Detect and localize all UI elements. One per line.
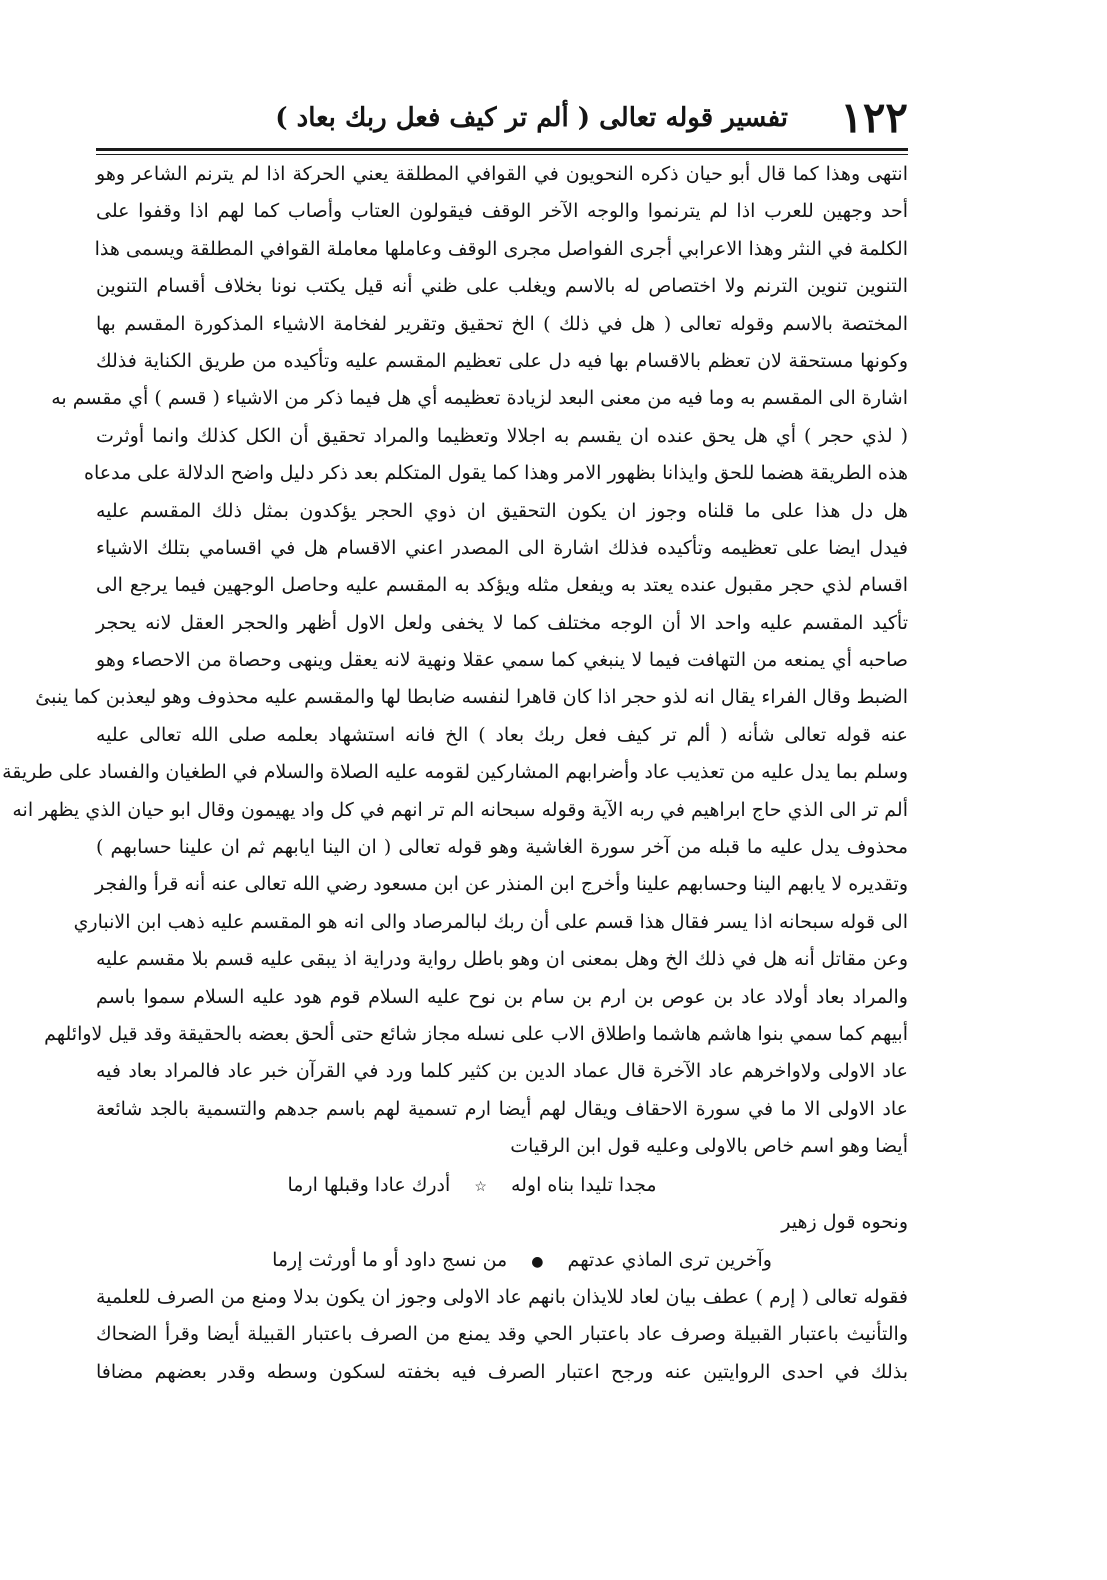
text-line: وسلم بما يدل عليه من تعذيب عاد وأضرابهم المشاركين لقومه عليه الصلاة والسلام في الطغيان والفساد على طريقة (2, 761, 908, 784)
text-line: محذوف يدل عليه ما قبله من آخر سورة الغاشية وهو قوله تعالى ( ان الينا ايابهم ثم ان علينا حسابهم ) (96, 836, 908, 859)
text-line: أبيهم كما سمي بنوا هاشم هاشما واطلاق الاب على نسله مجاز شائع حتى ألحق بعضه بالحقيقة وقد قيل لاوائلهم (44, 1022, 908, 1045)
running-title: تفسير قوله تعالى ( ألم تر كيف فعل ربك بعاد ) (275, 103, 788, 133)
verse-intro-line: ونحوه قول زهير (781, 1210, 908, 1233)
text-line: أيضا وهو اسم خاص بالاولى وعليه قول ابن الرقيات (510, 1135, 908, 1158)
text-line: وتقديره لا يابهم الينا وحسابهم علينا وأخرج ابن المنذر عن ابن مسعود رضي الله تعالى عنه أنه قرأ والفجر (95, 873, 908, 896)
text-line: وكونها مستحقة لان تعظم بالاقسام بها فيه دل على تعظيم المقسم عليه وتأكيده من طريق الكناية فذلك (96, 349, 908, 372)
page-number: ١٢٢ (840, 93, 908, 142)
text-line: ألم تر الى الذي حاج ابراهيم في ربه الآية وقوله سبحانه الم تر انهم في كل واد يهيمون وقال ابو حيان الذي يظهر انه (12, 798, 908, 821)
text-line: فيدل ايضا على تعظيمه وتأكيده فذلك اشارة الى المصدر اعني الاقسام هل في اقسامي بتلك الاشياء (96, 536, 908, 559)
text-line: عاد الاولى الا ما في سورة الاحقاف ويقال لهم أيضا ارم تسمية لهم باسم جدهم والتسمية بالجد شائعة (96, 1097, 908, 1120)
poetry-verse-zuhayr (96, 1241, 908, 1279)
text-line: وعن مقاتل أنه هل في ذلك الخ وهل بمعنى ان وهو باطل رواية ودراية اذ يبقى عليه قسم بلا مقسم عليه (96, 948, 908, 971)
text-line: عنه قوله تعالى شأنه ( ألم تر كيف فعل ربك بعاد ) الخ فانه استشهاد بعلمه صلى الله تعالى عليه (96, 723, 908, 746)
header-rule-thick (96, 148, 908, 151)
text-line: الكلمة في النثر وهذا الاعرابي أجرى الفواصل مجرى الوقف وعاملها معاملة القوافي المطلقة ويسمى هذا (94, 237, 908, 260)
text-line: تأكيد المقسم عليه واحد الا أن الوجه مختلف كما لا يخفى ولعل الاول أظهر والحجر العقل لانه يحجر (96, 611, 908, 634)
text-line: المختصة بالاسم وقوله تعالى ( هل في ذلك ) الخ تحقيق وتقرير لفخامة الاشياء المذكورة المقسم بها (96, 312, 908, 335)
text-line: اقسام لذي حجر مقبول عنده يعتد به ويفعل مثله ويؤكد به المقسم عليه وحاصل الوجهين فيما يرجع الى (96, 574, 908, 597)
text-line: الضبط وقال الفراء يقال انه لذو حجر اذا كان قاهرا لنفسه ضابطا لها والمقسم عليه محذوف وهو ليعذبن كما ينبئ (35, 686, 908, 709)
text-line: أحد وجهين للعرب اذا لم يترنموا والوجه الآخر الوقف فيقولون العتاب وأصاب كما لهم اذا وقفوا على (96, 200, 908, 223)
text-line: ( لذي حجر ) أي هل يحق عنده ان يقسم به اجلالا وتعظيما والمراد تحقيق أن الكل كذلك وانما أوثرت (96, 424, 908, 447)
text-line: التنوين تنوين الترنم ولا اختصاص له بالاسم ويغلب على ظني أنه قيل يكتب نونا بخلاف أقسام التنوين (96, 275, 908, 298)
text-line: الى قوله سبحانه اذا يسر فقال هذا قسم على أن ربك لبالمرصاد والى انه هو المقسم عليه ذهب ابن الانباري (73, 910, 908, 933)
poetry-verse-ibn-ruqayyat (96, 1166, 908, 1204)
verse-right-hemistich: وآخرين ترى الماذي عدتهم (567, 1248, 772, 1271)
page-header (96, 92, 908, 144)
body-text (2, 156, 908, 1391)
text-line: اشارة الى المقسم به وما فيه من معنى البعد لزيادة تعظيمه أي هل فيما ذكر من الاشياء ( قسم ) أي مقسم به (51, 387, 908, 410)
text-line: والمراد بعاد أولاد عاد بن عوص بن ارم بن سام بن نوح عليه السلام قوم هود عليه السلام سموا باسم (96, 985, 908, 1008)
verse-right-hemistich: مجدا تليدا بناه اوله (510, 1173, 657, 1196)
dot-separator-icon: ● (531, 1253, 544, 1270)
text-line: هل دل هذا على ما قلناه وجوز ان يكون التحقيق ان ذوي الحجر يؤكدون بمثل ذلك المقسم عليه (96, 499, 908, 522)
text-line: صاحبه أي يمنعه من التهافت فيما لا ينبغي كما سمي عقلا ونهية لانه يعقل وينهى وحصاة من الاحصاء وهو (96, 649, 908, 672)
star-separator-icon: ☆ (474, 1178, 487, 1195)
text-line: انتهى وهذا كما قال أبو حيان ذكره النحويون في القوافي المطلقة يعني الحركة اذا لم يترنم الشاعر وهو (96, 163, 908, 185)
text-line: والتأنيث باعتبار القبيلة وصرف عاد باعتبار الحي وقد يمنع من الصرف باعتبار القبيلة أيضا وقرأ الضحاك (96, 1323, 908, 1346)
verse-left-hemistich: من نسج داود أو ما أورثت إرما (272, 1248, 508, 1271)
verse-left-hemistich: أدرك عادا وقبلها ارما (287, 1173, 451, 1196)
text-line: بذلك في احدى الروايتين عنه ورجح اعتبار الصرف فيه بخفته لسكون وسطه وقدر بعضهم مضافا (96, 1360, 908, 1383)
header-rule-thin (96, 154, 908, 155)
text-line: هذه الطريقة هضما للحق وايذانا بظهور الامر وهذا كما يقول المتكلم بعد ذكر دليل واضح الدلالة على مدعاه (84, 462, 908, 485)
text-line: عاد الاولى ولاواخرهم عاد الآخرة قال عماد الدين بن كثير كلما ورد في القرآن خبر عاد فالمراد بعاد فيه (96, 1060, 908, 1083)
text-line: فقوله تعالى ( إرم ) عطف بيان لعاد للايذان بانهم عاد الاولى وجوز ان يكون بدلا ومنع من الصرف للعلمية (96, 1285, 908, 1308)
